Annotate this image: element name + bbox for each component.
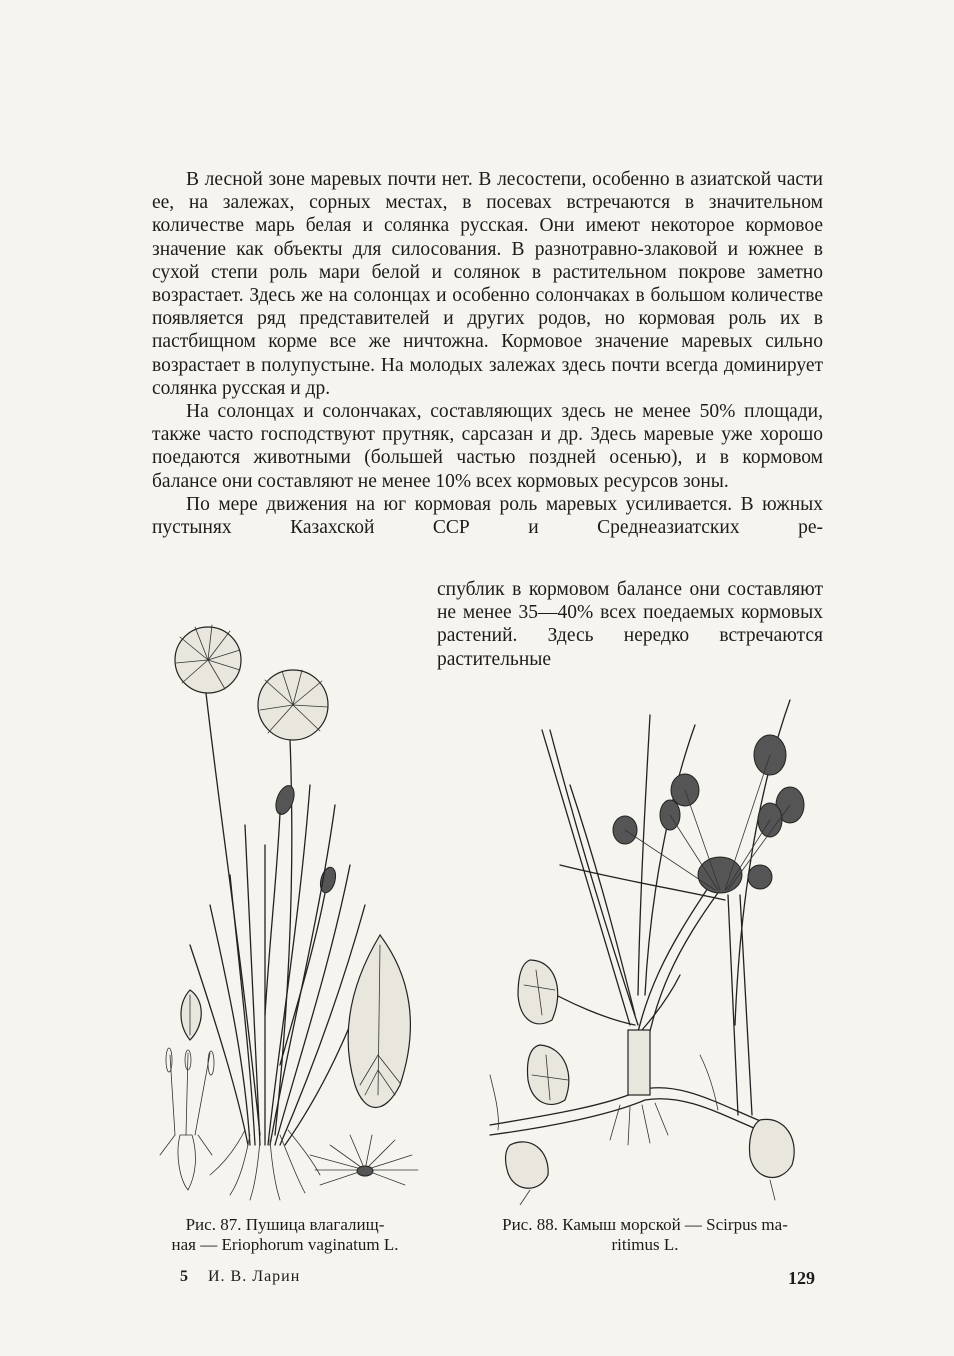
signature-number: 5 [180,1268,189,1285]
cotton-head-2 [258,670,328,740]
inset-bristles [310,1135,418,1185]
figure-87-caption-line1: Рис. 87. Пушица влагалищ- [185,1215,385,1234]
author-name: И. В. Ларин [208,1268,301,1285]
inset-scale [348,935,410,1108]
figure-87-caption-line2: ная — Eriophorum vaginatum L. [171,1235,399,1254]
figure-88-illustration [470,695,810,1205]
figure-87-illustration [150,615,440,1205]
right-column-paragraph: спублик в кормовом балансе они составляют не менее 35—40% всех поедаемых кормовых растений. Здесь нередко встречаются растительные [437,579,823,670]
figure-88-caption-line1: Рис. 88. Камыш морской — Scirpus ma- [502,1215,788,1234]
figure-87-caption [140,1215,430,1255]
figure-88-caption-line2: ritimus L. [611,1235,679,1254]
paragraph-3: По мере движения на юг кормовая роль маревых усиливается. В южных пустынях Казахской ССР и Среднеазиатских ре- [152,493,823,539]
right-column-text [437,578,823,671]
inset-flower [160,1048,214,1190]
figure-88-caption [465,1215,825,1255]
inset-nutlets [518,960,569,1104]
page-number: 129 [788,1268,815,1288]
cotton-head-1 [175,625,241,693]
paragraph-1: В лесной зоне маревых почти нет. В лесостепи, особенно в азиатской части ее, на залежах, сорных местах, в посевах встречаются в значительном количестве марь белая и солянка русская. Они имеют некоторое кормовое значение как объекты для силосования. В разнотравно-злаковой и южнее в сухой степи роль мари белой и солянок в растительном покрове заметно возрастает. Здесь же на солонцах и особенно солончаках в большом количестве появляется ряд представителей и других родов, но кормовая роль их в пастбищном корме все же ничтожна. Кормовое значение маревых сильно возрастает в полупустыне. На молодых залежах здесь почти всегда доминирует солянка русская и др. [152,169,823,399]
paragraph-2: На солонцах и солончаках, составляющих здесь не менее 50% площади, также часто господствуют прутняк, сарсазан и др. Здесь маревые уже хорошо поедаются животными (большей частью поздней осенью), и в кормовом балансе они составляют не менее 10% всех кормовых ресурсов зоны. [152,401,823,492]
main-text [152,168,823,539]
footer-signature [180,1268,300,1286]
